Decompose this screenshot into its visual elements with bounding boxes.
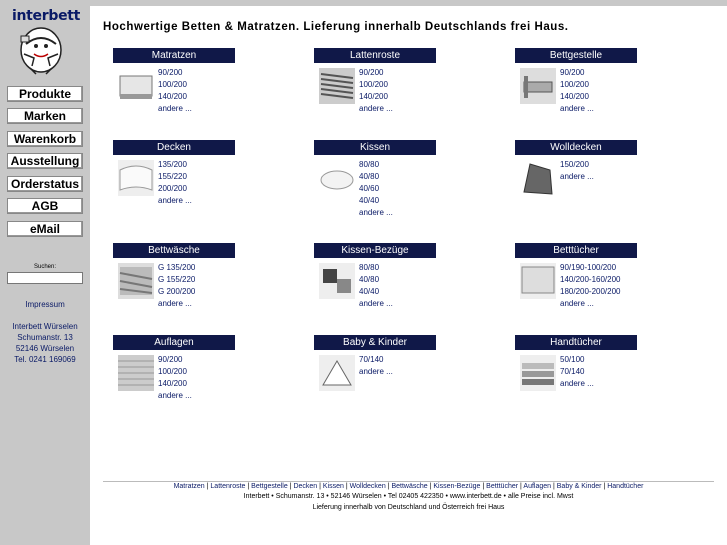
nav-orderstatus[interactable]: Orderstatus	[7, 176, 83, 192]
category-header[interactable]: Bettwäsche	[113, 243, 235, 258]
impressum-link[interactable]: Impressum	[25, 300, 65, 309]
footer-links	[103, 483, 714, 490]
page-headline: Hochwertige Betten & Matratzen. Lieferung innerhalb Deutschlands frei Haus.	[103, 21, 569, 33]
size-link[interactable]: 140/200	[359, 92, 388, 101]
footer-separator: |	[343, 483, 350, 490]
size-link[interactable]: andere ...	[359, 104, 393, 113]
category-header[interactable]: Kissen-Bezüge	[314, 243, 436, 258]
nav-produkte[interactable]: Produkte	[7, 86, 83, 102]
size-link[interactable]: 140/200	[560, 92, 589, 101]
category-header[interactable]: Lattenroste	[314, 48, 436, 63]
size-link[interactable]: 80/80	[359, 263, 380, 272]
category-links	[560, 159, 594, 183]
size-link[interactable]: 100/200	[158, 367, 187, 376]
footer-separator: |	[518, 483, 524, 490]
category-links	[359, 354, 393, 378]
category-block	[515, 335, 637, 388]
category-block	[314, 48, 436, 113]
sidebar	[0, 6, 90, 545]
size-link[interactable]: andere ...	[359, 208, 393, 217]
size-link[interactable]: 90/200	[359, 68, 384, 77]
size-link[interactable]: andere ...	[158, 299, 192, 308]
towels-photo-icon[interactable]	[520, 355, 556, 391]
size-link[interactable]: andere ...	[560, 379, 594, 388]
size-link[interactable]: 140/200-160/200	[560, 275, 621, 284]
footer-link[interactable]: Decken	[293, 483, 318, 490]
nav-warenkorb[interactable]: Warenkorb	[7, 131, 83, 147]
duvet-photo-icon[interactable]	[118, 160, 154, 196]
address-line: Interbett Würselen	[12, 322, 78, 331]
bed-frame-photo-icon[interactable]	[520, 68, 556, 104]
category-block	[113, 140, 235, 205]
size-link[interactable]: 155/220	[158, 172, 187, 181]
footer-separator: |	[427, 483, 434, 490]
footer-link[interactable]: Matratzen	[173, 483, 205, 490]
category-links	[158, 67, 192, 115]
size-link[interactable]: 50/100	[560, 355, 585, 364]
size-link[interactable]: 40/60	[359, 184, 380, 193]
size-link[interactable]: andere ...	[560, 172, 594, 181]
size-link[interactable]: 80/80	[359, 160, 380, 169]
size-link[interactable]: 70/140	[560, 367, 585, 376]
category-links	[560, 67, 594, 115]
category-links	[560, 354, 594, 390]
category-links	[359, 159, 393, 219]
size-link[interactable]: 140/200	[158, 379, 187, 388]
search-label: Suchen:	[33, 264, 57, 270]
size-link[interactable]: 135/200	[158, 160, 187, 169]
footer-separator: |	[245, 483, 252, 490]
size-link[interactable]: 90/190-100/200	[560, 263, 617, 272]
size-link[interactable]: 90/200	[158, 355, 183, 364]
footer-link[interactable]: Kissen-Bezüge	[433, 483, 481, 490]
size-link[interactable]: 100/200	[560, 80, 589, 89]
size-link[interactable]: andere ...	[158, 104, 192, 113]
top-bar	[0, 0, 727, 6]
address-line: Schumanstr. 13	[17, 333, 73, 342]
size-link[interactable]: andere ...	[359, 367, 393, 376]
address-block	[0, 321, 90, 365]
footer-link[interactable]: Wolldecken	[349, 483, 386, 490]
slatted-frame-photo-icon[interactable]	[319, 68, 355, 104]
footer-link[interactable]: Lattenroste	[210, 483, 246, 490]
footer-link[interactable]: Kissen	[322, 483, 344, 490]
size-link[interactable]: 100/200	[359, 80, 388, 89]
category-block	[314, 140, 436, 217]
size-link[interactable]: 90/200	[158, 68, 183, 77]
category-header[interactable]: Betttücher	[515, 243, 637, 258]
size-link[interactable]: andere ...	[560, 104, 594, 113]
size-link[interactable]: 40/40	[359, 287, 380, 296]
mattress-topper-photo-icon[interactable]	[118, 355, 154, 391]
footer-link[interactable]: Auflagen	[523, 483, 552, 490]
size-link[interactable]: G 135/200	[158, 263, 196, 272]
size-link[interactable]: 70/140	[359, 355, 384, 364]
category-links	[359, 262, 393, 310]
size-link[interactable]: G 155/220	[158, 275, 196, 284]
category-links	[158, 159, 192, 207]
footer-link[interactable]: Bettgestelle	[251, 483, 288, 490]
category-header[interactable]: Decken	[113, 140, 235, 155]
footer-separator: |	[551, 483, 557, 490]
pillowcase-photo-icon[interactable]	[319, 263, 355, 299]
address-line: Tel. 0241 169069	[14, 355, 76, 364]
bedsheet-photo-icon[interactable]	[520, 263, 556, 299]
nav-ausstellung[interactable]: Ausstellung	[7, 153, 83, 169]
size-link[interactable]: andere ...	[158, 391, 192, 400]
footer-separator: |	[317, 483, 323, 490]
footer-separator: |	[204, 483, 211, 490]
size-link[interactable]: 150/200	[560, 160, 589, 169]
category-block	[515, 140, 637, 181]
category-header[interactable]: Handtücher	[515, 335, 637, 350]
wool-blanket-photo-icon[interactable]	[520, 160, 556, 196]
footer-link[interactable]: Handtücher	[607, 483, 644, 490]
nav-marken[interactable]: Marken	[7, 108, 83, 124]
category-header[interactable]: Baby & Kinder	[314, 335, 436, 350]
size-link[interactable]: andere ...	[158, 196, 192, 205]
size-link[interactable]: 90/200	[560, 68, 585, 77]
category-block	[113, 48, 235, 113]
size-link[interactable]: 200/200	[158, 184, 187, 193]
search-input[interactable]	[7, 272, 83, 284]
footer-info: Interbett • Schumanstr. 13 • 52146 Würselen • Tel 02405 422350 • www.interbett.de • alle Preise incl. Mwst	[243, 493, 574, 500]
category-links	[158, 262, 195, 310]
nav-agb[interactable]: AGB	[7, 198, 83, 214]
category-block	[515, 48, 637, 113]
category-block	[314, 243, 436, 308]
category-links	[158, 354, 192, 402]
footer-separator: |	[601, 483, 608, 490]
nav-email[interactable]: eMail	[7, 221, 83, 237]
footer-delivery-note: Lieferung innerhalb von Deutschland und Österreich frei Haus	[312, 504, 505, 511]
category-block	[113, 335, 235, 400]
size-link[interactable]: 40/80	[359, 275, 380, 284]
baby-bedding-photo-icon[interactable]	[319, 355, 355, 391]
footer-link[interactable]: Bettwäsche	[391, 483, 428, 490]
logo-mascot-icon	[16, 24, 66, 76]
mattress-photo-icon[interactable]	[118, 68, 154, 104]
pillow-photo-icon[interactable]	[319, 160, 355, 196]
category-header[interactable]: Matratzen	[113, 48, 235, 63]
category-header[interactable]: Auflagen	[113, 335, 235, 350]
size-link[interactable]: andere ...	[560, 299, 594, 308]
category-links	[359, 67, 393, 115]
footer-link[interactable]: Betttücher	[486, 483, 519, 490]
size-link[interactable]: 180/200-200/200	[560, 287, 621, 296]
category-block	[515, 243, 637, 308]
address-line: 52146 Würselen	[15, 344, 75, 353]
category-header[interactable]: Kissen	[314, 140, 436, 155]
size-link[interactable]: 40/40	[359, 196, 380, 205]
category-header[interactable]: Wolldecken	[515, 140, 637, 155]
footer-divider	[103, 481, 714, 482]
footer-separator: |	[385, 483, 392, 490]
category-block	[113, 243, 235, 308]
category-links	[560, 262, 621, 310]
category-header[interactable]: Bettgestelle	[515, 48, 637, 63]
footer-separator: |	[480, 483, 487, 490]
logo-text[interactable]: interbett	[12, 8, 81, 24]
footer-separator: |	[287, 483, 294, 490]
size-link[interactable]: 100/200	[158, 80, 187, 89]
size-link[interactable]: G 200/200	[158, 287, 196, 296]
size-link[interactable]: 140/200	[158, 92, 187, 101]
size-link[interactable]: andere ...	[359, 299, 393, 308]
footer-link[interactable]: Baby & Kinder	[556, 483, 602, 490]
bed-linen-photo-icon[interactable]	[118, 263, 154, 299]
category-block	[314, 335, 436, 376]
size-link[interactable]: 40/80	[359, 172, 380, 181]
